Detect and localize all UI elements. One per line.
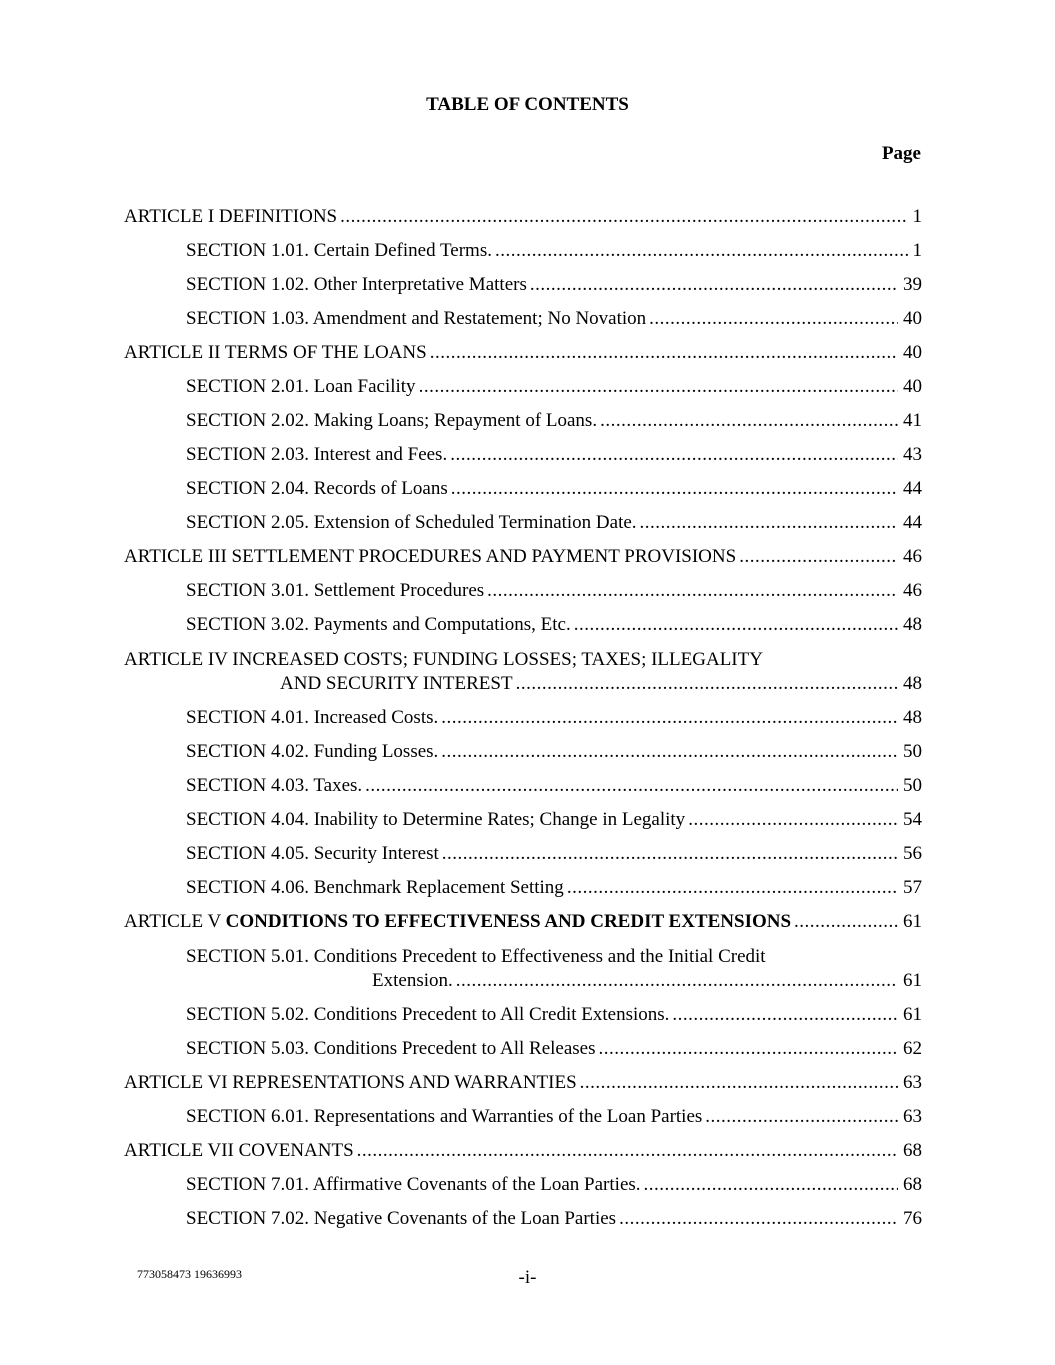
toc-entry-section-4-05[interactable] xyxy=(186,841,922,867)
toc-entry-label: SECTION 7.01. Affirmative Covenants of the Loan Parties. xyxy=(186,1174,641,1195)
toc-entry-page: 1 xyxy=(912,240,922,261)
toc-entry-article-vii[interactable] xyxy=(124,1138,922,1164)
toc-entry-page: 40 xyxy=(903,308,922,329)
toc-entry-label: SECTION 3.01. Settlement Procedures xyxy=(186,580,485,601)
dot-leader xyxy=(530,272,898,298)
toc-entry-label: SECTION 6.01. Representations and Warranties of the Loan Parties xyxy=(186,1106,703,1127)
footer-page-number: -i- xyxy=(518,1267,537,1288)
page-column-heading: Page xyxy=(881,143,921,164)
toc-entry-page: 61 xyxy=(903,970,922,991)
dot-leader xyxy=(419,374,898,400)
toc-entry-page: 1 xyxy=(912,206,922,227)
toc-entry-section-5-01[interactable] xyxy=(372,968,922,994)
dot-leader xyxy=(739,544,898,570)
dot-leader xyxy=(567,875,898,901)
toc-entry-section-7-01[interactable] xyxy=(186,1172,922,1198)
toc-entry-section-4-01[interactable] xyxy=(186,705,922,731)
toc-entry-label: SECTION 1.03. Amendment and Restatement; No Novation xyxy=(186,308,647,329)
toc-entry-article-iv[interactable] xyxy=(280,671,922,697)
toc-entry-page: 41 xyxy=(903,410,922,431)
toc-entry-page: 62 xyxy=(903,1038,922,1059)
dot-leader xyxy=(644,1172,898,1198)
toc-entry-article-iv-line1[interactable]: ARTICLE IV INCREASED COSTS; FUNDING LOSSES; TAXES; ILLEGALITY xyxy=(124,649,763,670)
toc-entry-label xyxy=(124,909,791,935)
toc-entry-label: SECTION 5.02. Conditions Precedent to All Credit Extensions. xyxy=(186,1004,670,1025)
toc-entry-article-v[interactable] xyxy=(124,909,922,935)
toc-entry-label: SECTION 1.02. Other Interpretative Matters xyxy=(186,274,527,295)
toc-entry-section-1-02[interactable] xyxy=(186,272,922,298)
toc-entry-page: 48 xyxy=(903,707,922,728)
toc-entry-section-2-02[interactable] xyxy=(186,408,922,434)
dot-leader xyxy=(365,773,898,799)
dot-leader xyxy=(649,306,898,332)
toc-entry-page: 68 xyxy=(903,1174,922,1195)
dot-leader xyxy=(340,204,907,230)
footer-document-id: 773058473 19636993 xyxy=(137,1267,242,1281)
toc-entry-article-ii[interactable] xyxy=(124,340,922,366)
toc-entry-label: ARTICLE VI REPRESENTATIONS AND WARRANTIES xyxy=(124,1072,577,1093)
toc-title: TABLE OF CONTENTS xyxy=(426,94,629,115)
toc-entry-label: SECTION 4.04. Inability to Determine Rates; Change in Legality xyxy=(186,809,686,830)
toc-entry-label: SECTION 2.03. Interest and Fees. xyxy=(186,444,448,465)
toc-entry-label: ARTICLE III SETTLEMENT PROCEDURES AND PAYMENT PROVISIONS xyxy=(124,546,737,567)
toc-entry-section-5-02[interactable] xyxy=(186,1002,922,1028)
toc-entry-section-4-03[interactable] xyxy=(186,773,922,799)
toc-entry-section-4-06[interactable] xyxy=(186,875,922,901)
toc-entry-label: AND SECURITY INTEREST xyxy=(280,673,513,694)
toc-entry-section-2-01[interactable] xyxy=(186,374,922,400)
toc-entry-page: 44 xyxy=(903,512,922,533)
toc-entry-label: SECTION 4.01. Increased Costs. xyxy=(186,707,439,728)
dot-leader xyxy=(640,510,898,536)
toc-entry-article-iii[interactable] xyxy=(124,544,922,570)
toc-entry-section-5-03[interactable] xyxy=(186,1036,922,1062)
toc-entry-section-2-05[interactable] xyxy=(186,510,922,536)
toc-entry-article-i[interactable] xyxy=(124,204,922,230)
dot-leader xyxy=(456,968,898,994)
dot-leader xyxy=(495,238,908,264)
dot-leader xyxy=(450,442,898,468)
toc-entry-section-7-02[interactable] xyxy=(186,1206,922,1232)
toc-entry-label: SECTION 4.05. Security Interest xyxy=(186,843,439,864)
toc-entry-page: 40 xyxy=(903,342,922,363)
dot-leader xyxy=(574,612,898,638)
toc-entry-page: 56 xyxy=(903,843,922,864)
toc-entry-page: 50 xyxy=(903,741,922,762)
toc-entry-page: 46 xyxy=(903,546,922,567)
dot-leader xyxy=(794,909,898,935)
toc-entry-label: SECTION 4.03. Taxes. xyxy=(186,775,363,796)
dot-leader xyxy=(672,1002,898,1028)
dot-leader xyxy=(600,408,898,434)
toc-entry-section-2-04[interactable] xyxy=(186,476,922,502)
dot-leader xyxy=(441,705,898,731)
dot-leader xyxy=(442,841,898,867)
toc-entry-page: 48 xyxy=(903,673,922,694)
toc-entry-label: SECTION 4.06. Benchmark Replacement Setting xyxy=(186,877,564,898)
dot-leader xyxy=(619,1206,898,1232)
toc-entry-page: 63 xyxy=(903,1072,922,1093)
dot-leader xyxy=(357,1138,898,1164)
toc-entry-page: 61 xyxy=(903,1004,922,1025)
dot-leader xyxy=(487,578,898,604)
toc-entry-page: 39 xyxy=(903,274,922,295)
toc-entry-page: 57 xyxy=(903,877,922,898)
dot-leader xyxy=(688,807,898,833)
dot-leader xyxy=(580,1070,898,1096)
toc-entry-section-3-01[interactable] xyxy=(186,578,922,604)
dot-leader xyxy=(599,1036,898,1062)
dot-leader xyxy=(451,476,898,502)
toc-entry-label: ARTICLE II TERMS OF THE LOANS xyxy=(124,342,427,363)
toc-entry-label: SECTION 2.04. Records of Loans xyxy=(186,478,448,499)
toc-entry-section-4-02[interactable] xyxy=(186,739,922,765)
toc-entry-label: ARTICLE VII COVENANTS xyxy=(124,1140,354,1161)
toc-entry-section-2-03[interactable] xyxy=(186,442,922,468)
toc-entry-label: SECTION 2.01. Loan Facility xyxy=(186,376,416,397)
article-v-prefix: ARTICLE V xyxy=(124,911,226,932)
toc-entry-page: 44 xyxy=(903,478,922,499)
toc-entry-page: 40 xyxy=(903,376,922,397)
toc-entry-label: SECTION 5.03. Conditions Precedent to All Releases xyxy=(186,1038,596,1059)
toc-entry-article-vi[interactable] xyxy=(124,1070,922,1096)
toc-entry-page: 76 xyxy=(903,1208,922,1229)
toc-entry-page: 68 xyxy=(903,1140,922,1161)
toc-entry-section-1-03[interactable] xyxy=(186,306,922,332)
toc-entry-page: 46 xyxy=(903,580,922,601)
toc-entry-label: SECTION 2.02. Making Loans; Repayment of Loans. xyxy=(186,410,598,431)
dot-leader xyxy=(705,1104,898,1130)
toc-entry-label: ARTICLE I DEFINITIONS xyxy=(124,206,338,227)
toc-entry-page: 43 xyxy=(903,444,922,465)
toc-entry-label: SECTION 1.01. Certain Defined Terms. xyxy=(186,240,492,261)
dot-leader xyxy=(430,340,898,366)
toc-entry-section-4-04[interactable] xyxy=(186,807,922,833)
toc-entry-page: 61 xyxy=(903,911,922,932)
toc-entry-label: SECTION 4.02. Funding Losses. xyxy=(186,741,439,762)
toc-entry-page: 63 xyxy=(903,1106,922,1127)
article-v-bold-title: CONDITIONS TO EFFECTIVENESS AND CREDIT EXTENSIONS xyxy=(225,911,792,932)
dot-leader xyxy=(516,671,898,697)
toc-entry-label: SECTION 7.02. Negative Covenants of the Loan Parties xyxy=(186,1208,617,1229)
toc-entry-section-5-01-line1[interactable]: SECTION 5.01. Conditions Precedent to Effectiveness and the Initial Credit xyxy=(186,946,766,967)
toc-entry-label: SECTION 2.05. Extension of Scheduled Termination Date. xyxy=(186,512,637,533)
dot-leader xyxy=(441,739,898,765)
toc-entry-section-1-01[interactable] xyxy=(186,238,922,264)
toc-entry-section-6-01[interactable] xyxy=(186,1104,922,1130)
toc-entry-page: 54 xyxy=(903,809,922,830)
toc-entry-label: Extension. xyxy=(372,970,453,991)
toc-entry-page: 50 xyxy=(903,775,922,796)
toc-entry-label: SECTION 3.02. Payments and Computations, Etc. xyxy=(186,614,571,635)
toc-entry-section-3-02[interactable] xyxy=(186,612,922,638)
toc-entry-page: 48 xyxy=(903,614,922,635)
